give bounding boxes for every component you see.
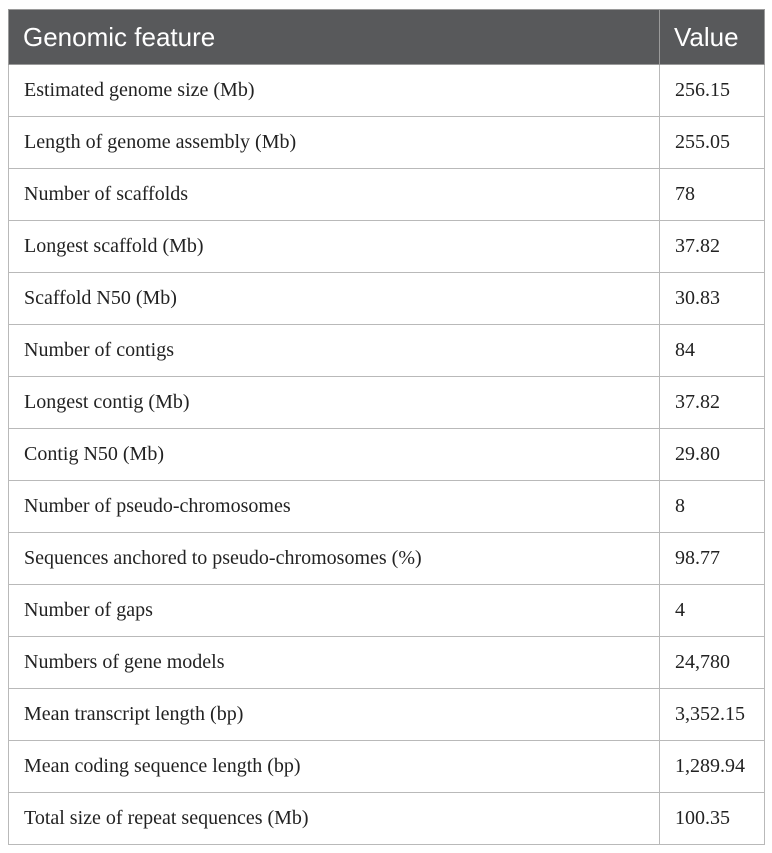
feature-cell: Number of contigs (9, 325, 660, 377)
feature-cell: Contig N50 (Mb) (9, 429, 660, 481)
feature-cell: Estimated genome size (Mb) (9, 65, 660, 117)
table-row (9, 169, 765, 221)
value-cell: 24,780 (660, 637, 765, 689)
feature-cell: Total size of repeat sequences (Mb) (9, 793, 660, 845)
value-cell: 4 (660, 585, 765, 637)
feature-cell: Longest scaffold (Mb) (9, 221, 660, 273)
table-header (9, 10, 765, 65)
header-value: Value (660, 10, 765, 65)
table-row (9, 741, 765, 793)
table-row (9, 325, 765, 377)
value-cell: 256.15 (660, 65, 765, 117)
table-row (9, 637, 765, 689)
value-cell: 1,289.94 (660, 741, 765, 793)
value-cell: 84 (660, 325, 765, 377)
table-body (9, 65, 765, 845)
table-row (9, 533, 765, 585)
table-row (9, 221, 765, 273)
value-cell: 100.35 (660, 793, 765, 845)
feature-cell: Mean coding sequence length (bp) (9, 741, 660, 793)
value-cell: 37.82 (660, 221, 765, 273)
feature-cell: Scaffold N50 (Mb) (9, 273, 660, 325)
feature-cell: Number of pseudo-chromosomes (9, 481, 660, 533)
table-row (9, 689, 765, 741)
feature-cell: Numbers of gene models (9, 637, 660, 689)
genome-stats-table-container (8, 9, 764, 845)
table-row (9, 377, 765, 429)
value-cell: 30.83 (660, 273, 765, 325)
table-row (9, 273, 765, 325)
value-cell: 8 (660, 481, 765, 533)
value-cell: 3,352.15 (660, 689, 765, 741)
header-row (9, 10, 765, 65)
feature-cell: Mean transcript length (bp) (9, 689, 660, 741)
feature-cell: Number of gaps (9, 585, 660, 637)
value-cell: 29.80 (660, 429, 765, 481)
feature-cell: Number of scaffolds (9, 169, 660, 221)
value-cell: 98.77 (660, 533, 765, 585)
header-genomic-feature: Genomic feature (9, 10, 660, 65)
feature-cell: Length of genome assembly (Mb) (9, 117, 660, 169)
table-row (9, 429, 765, 481)
value-cell: 255.05 (660, 117, 765, 169)
table-row (9, 65, 765, 117)
feature-cell: Longest contig (Mb) (9, 377, 660, 429)
table-row (9, 793, 765, 845)
table-row (9, 117, 765, 169)
genome-stats-table (8, 9, 765, 845)
value-cell: 37.82 (660, 377, 765, 429)
table-row (9, 585, 765, 637)
value-cell: 78 (660, 169, 765, 221)
feature-cell: Sequences anchored to pseudo-chromosomes (%) (9, 533, 660, 585)
table-row (9, 481, 765, 533)
